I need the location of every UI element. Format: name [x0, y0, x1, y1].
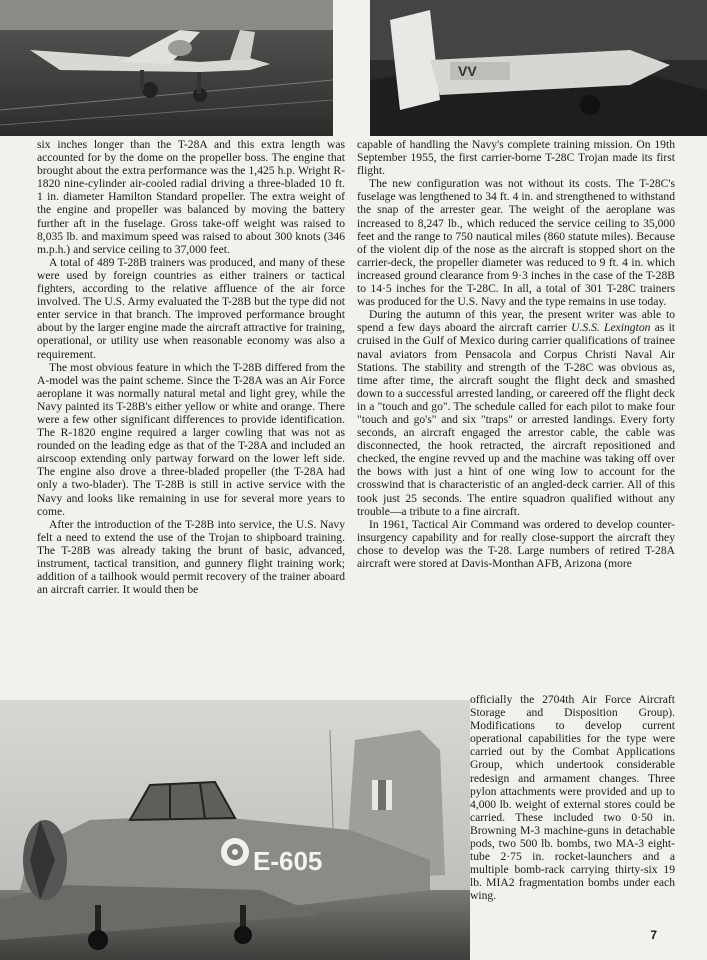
page-number: 7 — [650, 928, 657, 942]
paragraph: A total of 489 T-28B trainers was produced, and many of these were used by foreign countries as either trainers or tactical fighters, according to the relative affluence of the air force involved. The U.S. Army evaluated the T-28B but the type did not enter service in that branch. The improved performance brought about by the larger engine made the aircraft attractive for training, operational, or utility use when reasonable economy was also a requirement. — [37, 255, 345, 361]
paragraph: The most obvious feature in which the T-28B differed from the A-model was the paint scheme. Since the T-28A was an Air Force aeroplane it was normally natural metal and light grey, while the Navy painted its T-28B's either yellow or white and orange. There were a few other significant differences to provide identification. The R-1820 engine required a larger cowling that was not as rounded on the leading edge as that of the T-28A and included an airscoop extending only partway forward on the lower left side. The engine also drove a three-bladed propeller (the T-28A had only a two-blader). The T-28B is still in active service with the Navy and looks like remaining in use for several more years to come. — [37, 360, 345, 518]
paragraph: After the introduction of the T-28B into service, the U.S. Navy felt a need to extend the use of the Trojan to shipboard training. The T-28B was already taking the brunt of basic, advanced, instrument, tactical transition, and gunnery flight training work; addition of a tailhook would permit recovery of the trainer aboard an aircraft carrier. It would then be — [37, 517, 345, 597]
photo-aircraft-e605 — [0, 700, 470, 960]
article-right-column — [357, 138, 675, 693]
paragraph: The new configuration was not without its costs. The T-28C's fuselage was lengthened to 34 ft. 4 in. and strengthened to withstand the snap of the arrester gear. The weight of the aeroplane was increased to 8,247 lb., which reduced the service ceiling to 35,000 feet and the range to 750 nautical miles (860 statute miles). Because of the violent dip of the nose as the aircraft is stopped short on the carrier-deck, the propeller diameter was reduced to 9 ft. 4 in. which increased ground clearance from 9·3 inches in the case of the T-28B to 14·5 inches for the T-28C. In all, a total of 301 T-28C trainers was produced for the U.S. Navy and the type remains in use today. — [357, 177, 675, 309]
paragraph — [357, 308, 675, 518]
article-right-column-continued — [470, 693, 675, 925]
paragraph: officially the 2704th Air Force Aircraft Storage and Disposition Group). Modifications to develop current operational capabilities for the type were carried out by the Combat Applications Group, which undertook considerable redesign and armament changes. Three pylon attachments were provided and up to 4,000 lb. weight of external stores could be carried. These included two 0·50 in. Browning M-3 machine-guns in detachable pods, two 500 lb. bombs, two MA-3 eight-tube 2·75 in. rocket-launchers and a multiple bomb-rack carrying thirty-six 19 lb. MIA2 fragmentation bombs under each wing. — [470, 693, 675, 903]
paragraph: six inches longer than the T-28A and this extra length was accounted for by the dome on the propeller boss. The engine that brought about the extra performance was the 1,425 h.p. Wright R-1820 nine-cylinder air-cooled radial driving a three-bladed 10 ft. 1 in. diameter Hamilton Standard propeller. The extra weight of the engine and propeller was balanced by moving the battery further aft in the fuselage. Gross take-off weight was raised to 8,035 lb. and maximum speed was raised to about 300 knots (346 m.p.h.) and service ceiling to 37,000 feet. — [37, 138, 345, 256]
text-run: During the autumn of this year, the present writer was able to spend a few days aboard the aircraft carrier — [357, 308, 675, 335]
photo-aircraft-on-deck — [0, 0, 333, 136]
photo-aircraft-e605-image — [0, 700, 470, 960]
article-left-column — [37, 138, 345, 700]
photo-tail-code: E-605 — [253, 846, 323, 876]
ship-name: U.S.S. Lexington — [571, 321, 651, 335]
photo-aircraft-on-deck-image — [0, 0, 333, 136]
text-run: as it cruised in the Gulf of Mexico during carrier qualifications of trainee naval aviators from Pensacola and Corpus Christi Naval Air Stations. The stability and strength of the T-28C was obvious as, time after time, the aircraft sought the flight deck and smashed down to a successful arrested landing, or careered off the flight deck in a "touch and go". The schedule called for each pilot to make four "touch and go's" and six "traps" or arrested landings. Every forty seconds, an aircraft engaged the arrestor cable, the cable was disconnected, the hook retracted, the aircraft repositioned and checked, the engine revved up and the machine was taking off over the bows with just a hint of one wing low to account for the crosswind that is characteristic of an angled-deck carrier. All of this took just 25 seconds. The entire squadron qualified without any trouble—a tribute to a fine aircraft. — [357, 321, 675, 518]
photo-aircraft-closeup — [370, 0, 707, 136]
photo-aircraft-closeup-image — [370, 0, 707, 136]
paragraph: capable of handling the Navy's complete training mission. On 19th September 1955, the first carrier-borne T-28C Trojan made its first flight. — [357, 138, 675, 178]
paragraph: In 1961, Tactical Air Command was ordered to develop counter-insurgency capability and for really close-support the aircraft they chose to develop was the T-28. Large numbers of retired T-28A aircraft were stored at Davis-Monthan AFB, Arizona (more — [357, 517, 675, 570]
photo-marking-text: VV — [458, 63, 477, 79]
